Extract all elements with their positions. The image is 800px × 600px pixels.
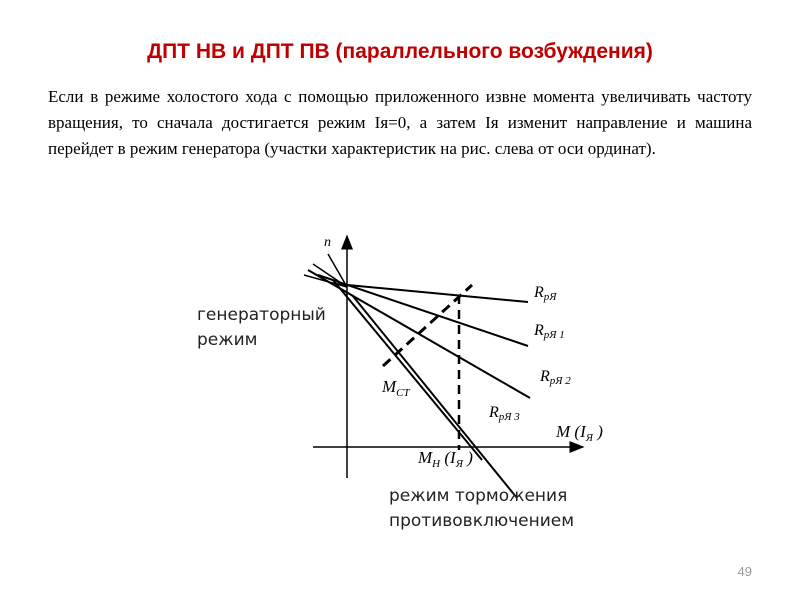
page-number: 49 (737, 564, 752, 579)
load-torque-label: $M_{CT}$ (382, 377, 410, 399)
curve-label-rpya1: RpЯ 1 (534, 322, 565, 341)
characteristic-rpya (337, 284, 528, 302)
curve-label-rpya2: RpЯ 2 (540, 368, 571, 387)
slide-title: ДПТ НВ и ДПТ ПВ (параллельного возбуждения) (147, 40, 653, 63)
generator-region-label-1: генераторный (197, 305, 326, 325)
axis-x-label: M ($I_Я$ ) (556, 422, 603, 444)
curve-label-rpya: RpЯ (534, 284, 557, 303)
curve-label-rpya3: RpЯ 3 (489, 404, 520, 423)
axis-y-label: n (324, 235, 331, 250)
braking-region-label-2: противовключением (389, 511, 575, 531)
rated-torque-label: $M_H$ ($I_Я$ ) (418, 448, 473, 470)
generator-region-label-2: режим (197, 330, 258, 350)
braking-region-label-1: режим торможения (389, 486, 568, 506)
slide-body-text: Если в режиме холостого хода с помощью приложенного извне момента увеличивать частоту вращения, то сначала достигается режим Iя=0, а затем Iя изменит направление и машина перейдет в режим генератора (участки характеристик на рис. слева от оси ординат). (48, 87, 752, 158)
